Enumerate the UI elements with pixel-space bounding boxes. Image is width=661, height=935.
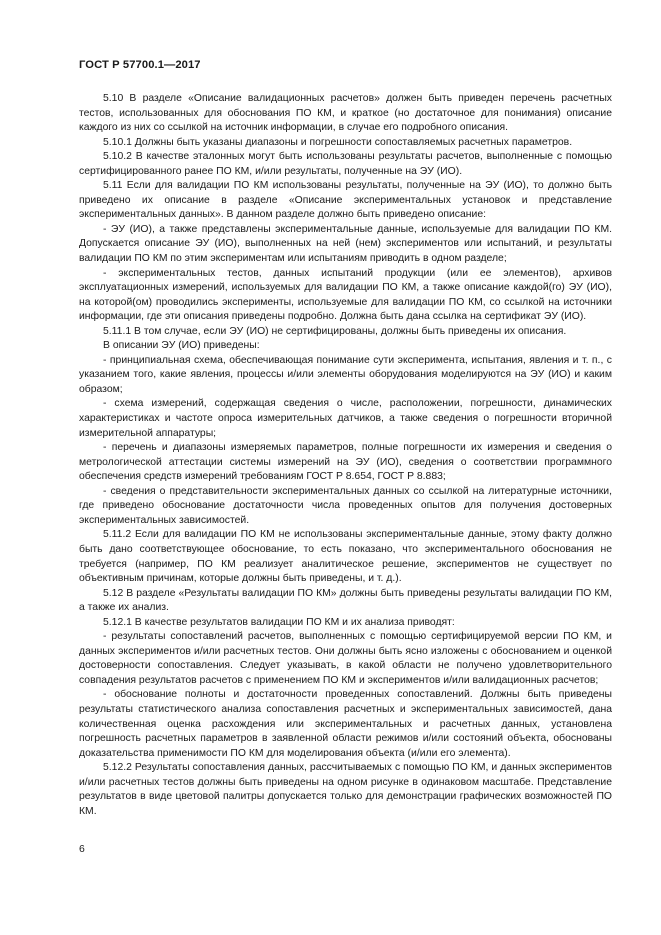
paragraph-lead: В описании ЭУ (ИО) приведены: — [103, 340, 260, 352]
paragraph-5-10-1: 5.10.1 Должны быть указаны диапазоны и погрешности сопоставляемых расчетных параметров. — [103, 136, 573, 148]
paragraph-5-11-2: 5.11.2 Если для валидации ПО КМ не использованы экспериментальные данные, этому факту должно быть дано соответствующее обоснование, то есть показано, что экспериментального обоснования не требуется (например, ПО КМ реализует аналитическое решение, экспериментов не существует по объективным причинам, которые должны быть приведены, и т. д.). — [79, 529, 612, 585]
list-item: - принципиальная схема, обеспечивающая понимание сути эксперимента, испытания, явления и т. п., с указанием того, какие явления, процессы и/или элементы оборудования моделируются на ЭУ (ИО) и каким образом; — [79, 354, 612, 395]
document-body — [79, 92, 612, 819]
standard-designation: ГОСТ Р 57700.1—2017 — [79, 59, 201, 71]
paragraph-5-10-2: 5.10.2 В качестве эталонных могут быть использованы результаты расчетов, выполненные с помощью сертифицированного ранее ПО КМ, и/или результаты, полученные на ЭУ (ИО). — [79, 151, 612, 177]
paragraph-5-10: 5.10 В разделе «Описание валидационных расчетов» должен быть приведен перечень расчетных тестов, использованных для обоснования ПО КМ, и краткое (но достаточное для понимания) описание каждого из них со ссылкой на источник информации, в случае его подробного описания. — [79, 93, 612, 134]
list-item: - перечень и диапазоны измеряемых параметров, полные погрешности их измерения и сведения о метрологической аттестации системы измерений на ЭУ (ИО), сведения о соответствии программного обеспечения средств измерений требованиям ГОСТ Р 8.654, ГОСТ Р 8.883; — [79, 442, 612, 483]
paragraph-5-12-2: 5.12.2 Результаты сопоставления данных, рассчитываемых с помощью ПО КМ, и данных экспериментов и/или расчетных тестов должны быть приведены на одном рисунке в одинаковом масштабе. Представление результатов в виде цветовой палитры допускается только для демонстрации графических возможностей ПО КМ. — [79, 762, 612, 817]
page-number: 6 — [79, 844, 85, 855]
list-item: - схема измерений, содержащая сведения о числе, расположении, погрешности, динамических характеристиках и частоте опроса измерительных датчиков, а также сведения о погрешности вторичной измерительной аппаратуры; — [79, 398, 612, 439]
paragraph-5-12-1: 5.12.1 В качестве результатов валидации ПО КМ и их анализа приводят: — [103, 616, 455, 628]
list-item: - экспериментальных тестов, данных испытаний продукции (или ее элементов), архивов эксплуатационных измерений, используемых для валидации ПО КМ, а также описание каждой(го) ЭУ (ИО), на которой(ом) проводились эксперименты, используемые для валидации ПО КМ, со ссылкой на источники информации, где эти описания приведены подробно. Должна быть дана ссылка на сертификат ЭУ (ИО). — [79, 267, 612, 323]
paragraph-5-11: 5.11 Если для валидации ПО КМ использованы результаты, полученные на ЭУ (ИО), то должно быть приведено их описание в разделе «Описание экспериментальных установок и представление экспериментальных данных». В данном разделе должно быть приведено описание: — [79, 180, 612, 221]
list-item: - ЭУ (ИО), а также представлены экспериментальные данные, используемые для валидации ПО КМ. Допускается описание ЭУ (ИО), выполненных на ней (нем) экспериментов или испытаний, и результаты валидации ПО КМ по этим экспериментам или испытаниям приводить в одном разделе; — [79, 223, 612, 265]
list-item: - обоснование полноты и достаточности проведенных сопоставлений. Должны быть приведены результаты статистического анализа сопоставления расчетных и экспериментальных зависимостей, дана количественная оценка расхождения или экспериментальных и расчетных данных, установлена погрешность расчетных параметров в заявленной области режимов и/или состояний объекта, обоснованы доказательства применимости ПО КМ для моделирования объекта (и/или его элемента). — [79, 689, 612, 759]
list-item: - результаты сопоставлений расчетов, выполненных с помощью сертифицируемой версии ПО КМ, и данных экспериментов и/или расчетных тестов. Они должны быть ясно изложены с обоснованием и оценкой достоверности сопоставления. Следует указывать, в какой области не получено удовлетворительного совпадения результатов расчетов с применением ПО КМ и экспериментов и/или валидационных расчетов; — [79, 631, 612, 686]
list-item: - сведения о представительности экспериментальных данных со ссылкой на литературные источники, где приведено обоснование достаточности числа проведенных опытов для получения достоверных экспериментальных зависимостей. — [79, 485, 612, 526]
paragraph-5-12: 5.12 В разделе «Результаты валидации ПО КМ» должны быть приведены результаты валидации ПО КМ, а также их анализ. — [79, 587, 612, 614]
paragraph-5-11-1: 5.11.1 В том случае, если ЭУ (ИО) не сертифицированы, должны быть приведены их описания. — [103, 325, 567, 337]
